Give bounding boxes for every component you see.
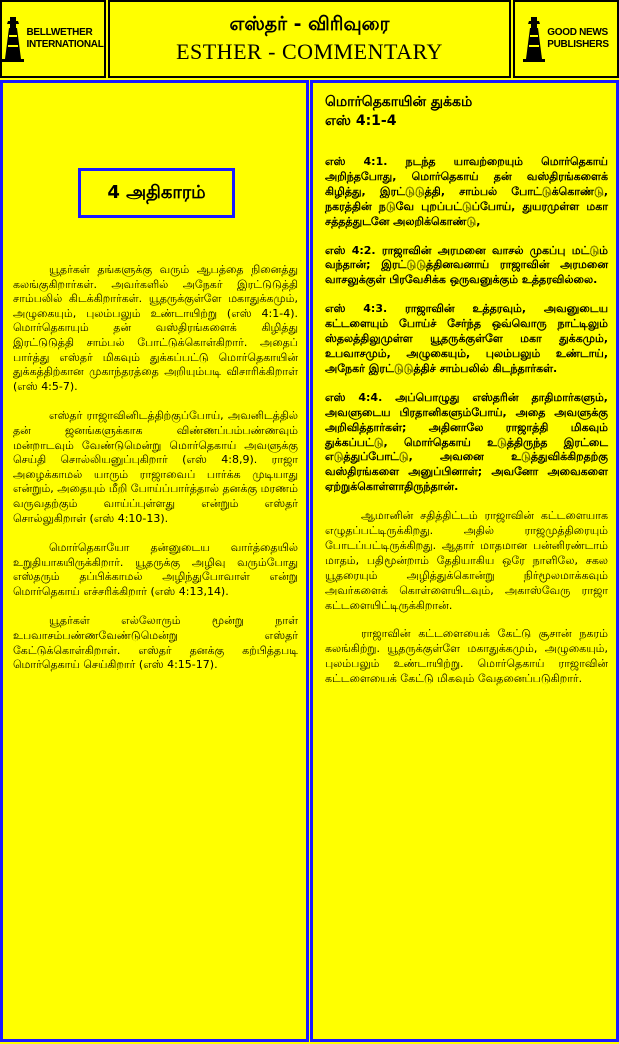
right-logo-line1: GOOD NEWS <box>547 27 608 38</box>
good-news-logo <box>515 12 617 66</box>
lighthouse-icon <box>2 15 24 63</box>
bellwether-logo-text <box>26 27 103 51</box>
left-logo-box <box>0 0 106 78</box>
chapter-heading: 4 அதிகாரம் <box>78 168 235 218</box>
section-reference: எஸ் 4:1-4 <box>325 113 397 129</box>
title-box <box>108 0 511 78</box>
left-paragraph: யூதர்கள் தங்களுக்கு வரும் ஆபத்தை நினைத்து கலங்குகிறார்கள். அவர்களில் அநேகர் இரட்டுடுத்தி சாம்பலில் கிடக்கிறார்கள். யூதருக்குள்ளே மகாதுக்கமும், அழுகையும், புலம்பலும் உண்டாயிற்று (எஸ் 4:1-4). மொர்தெகாயும் தன் வஸ்திரங்களைக் கிழித்து இரட்டுடுத்தி சாம்பல் போட்டுக்கொள்கிறார். அதைப் பார்த்து எஸ்தர் மிகவும் துக்கப்பட்டு மொர்தெகாயின் துக்கத்திற்கான முகாந்தரத்தை அறியும்படி விசாரிக்கிறாள் (எஸ் 4:5-7). <box>13 263 298 393</box>
left-body <box>13 263 298 688</box>
left-column <box>0 80 309 1042</box>
left-logo-line1: BELLWETHER <box>26 27 93 38</box>
title-english: ESTHER - COMMENTARY <box>176 39 443 64</box>
verse-text: எஸ் 4:4. அப்பொழுது எஸ்தரின் தாதிமார்களும், அவளுடைய பிரதானிகளும்போய், அதை அவளுக்கு அறிவித்தார்கள்; அதினாலே ராஜாத்தி மிகவும் துக்கப்பட்டு, மொர்தெகாய் உடுத்திருந்த இரட்டை எடுத்துப்போட்டு, அவனை உடுத்துவிக்கிறதற்கு வஸ்திரங்களை அனுப்பினாள்; அவனோ அவைகளை ஏற்றுக்கொள்ளாதிருந்தான். <box>325 390 608 494</box>
right-body <box>325 155 608 701</box>
bellwether-logo <box>2 12 104 66</box>
verse-text: எஸ் 4:3. ராஜாவின் உத்தரவும், அவனுடைய கட்டளையும் போய்ச் சேர்ந்த ஒவ்வொரு நாட்டிலும் ஸ்தலத்திலுமுள்ள யூதருக்குள்ளே மகா துக்கமும், உபவாசமும், அழுகையும், புலம்பலும் உண்டாய், அநேகர் இரட்டுடுத்திச் சாம்பலில் கிடந்தார்கள். <box>325 302 608 375</box>
good-news-logo-text <box>547 27 608 51</box>
left-logo-line2: INTERNATIONAL <box>26 39 104 50</box>
verse-text: எஸ் 4:2. ராஜாவின் அரமனை வாசல் முகப்பு மட்டும் வந்தான்; இரட்டுடுத்தினவனாய் ராஜாவின் அரமனை வாசலுக்குள் பிரவேசிக்க ஒருவனுக்கும் உத்தரவில்லை. <box>325 243 608 287</box>
section-heading <box>325 93 608 131</box>
section-title: மொர்தெகாயின் துக்கம் <box>325 94 473 110</box>
header <box>0 0 619 78</box>
commentary-paragraph: ஆமானின் சதித்திட்டம் ராஜாவின் கட்டளையாக எழுதப்பட்டிருக்கிறது. அதில் ராஜமுத்திரையும் போடப்பட்டிருக்கிறது. ஆதார் மாதமான பன்னிரண்டாம் மாதம், பதிமூன்றாம் தேதியாகிய ஒரே நாளிலே, சகல யூதரையும் அழித்துக்கொன்று நிர்மூலமாக்கவும் அவர்களைக் கொள்ளையிடவும், அகாஸ்வேரு ராஜா கட்டளையிட்டிருக்கிறான். <box>325 509 608 612</box>
right-logo-box <box>513 0 619 78</box>
left-paragraph: யூதர்கள் எல்லோரும் மூன்று நாள் உபவாசம்பண்ணவேண்டுமென்று எஸ்தர் கேட்டுக்கொள்கிறாள். எஸ்தர் தனக்கு கற்பித்தபடி மொர்தெகாய் செய்கிறார் (எஸ் 4:15-17). <box>13 614 298 672</box>
lighthouse-icon <box>523 15 545 63</box>
right-logo-line2: PUBLISHERS <box>547 39 609 50</box>
right-column <box>310 80 619 1042</box>
verse-text: எஸ் 4:1. நடந்த யாவற்றையும் மொர்தெகாய் அறிந்தபோது, மொர்தெகாய் தன் வஸ்திரங்களைக் கிழித்து, இரட்டுடுத்தி, சாம்பல் போட்டுக்கொண்டு, நகரத்தின் நடுவே புறப்பட்டுப்போய், துயரமுள்ள மகா சத்தத்துடனே அலறிக்கொண்டு, <box>325 155 608 228</box>
commentary-paragraph: ராஜாவின் கட்டளையைக் கேட்டு சூசான் நகரம் கலங்கிற்று. யூதருக்குள்ளே மகாதுக்கமும், அழுகையும், புலம்பலும் உண்டாயிற்று. மொர்தெகாய் ராஜாவின் கட்டளையைக் கேட்டு மிகவும் வேதனைப்படுகிறார். <box>325 627 608 686</box>
left-paragraph: எஸ்தர் ராஜாவினிடத்திற்குப்போய், அவனிடத்தில் தன் ஜனங்களுக்காக விண்ணப்பம்பண்ணவும் மன்றாடவும் வேண்டுமென்று மொர்தெகாய் அவளுக்கு செய்தி சொல்லியனுப்புகிறார் (எஸ் 4:8,9). ராஜா அழைக்காமல் யாரும் ராஜாவைப் பார்க்க முடியாது என்றும், அதையும் மீறி போய்ப்பார்த்தால் தனக்கு மரணம் வருவதற்கும் வாய்ப்புள்ளது என்றும் எஸ்தர் சொல்லுகிறாள் (எஸ் 4:10-13). <box>13 409 298 525</box>
left-paragraph: மொர்தெகாயோ தன்னுடைய வார்த்தையில் உறுதியாகயிருக்கிறார். யூதருக்கு அழிவு வரும்போது எஸ்தரும் தப்பிக்காமல் அழிந்துபோவாள் என்று மொர்தெகாய் எச்சரிக்கிறார் (எஸ் 4:13,14). <box>13 541 298 598</box>
title-tamil: எஸ்தர் - விரிவுரை <box>229 13 390 35</box>
